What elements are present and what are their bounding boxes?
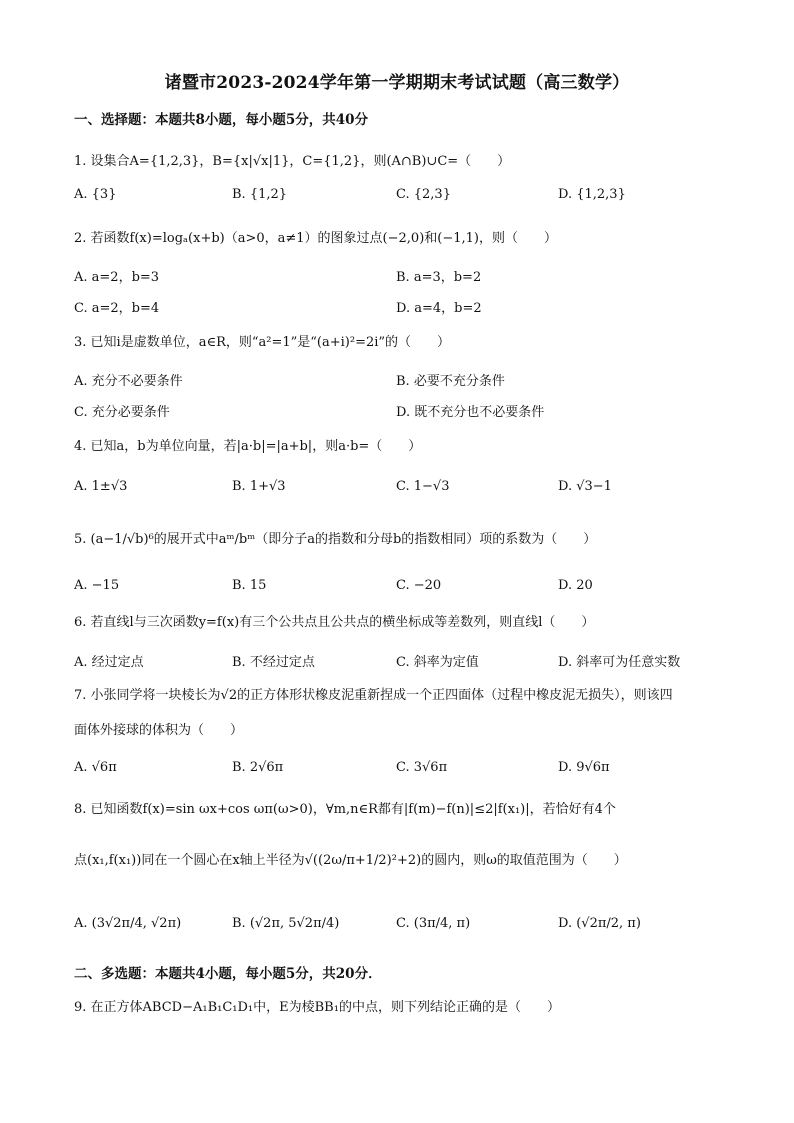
q7-option-c: C. 3√6π <box>396 760 448 775</box>
q3-option-b: B. 必要不充分条件 <box>396 374 505 389</box>
question-7-line-2: 面体外接球的体积为（ ） <box>74 723 244 738</box>
question-9: 9. 在正方体ABCD−A₁B₁C₁D₁中，E为棱BB₁的中点，则下列结论正确的是（ ） <box>74 1000 560 1015</box>
q5-option-b: B. 15 <box>232 578 267 593</box>
question-2: 2. 若函数f(x)=logₐ(x+b)（a>0，a≠1）的图象过点(−2,0)和(−1,1)，则（ ） <box>74 231 557 246</box>
q2-option-d: D. a=4，b=2 <box>396 301 482 316</box>
q3-option-d: D. 既不充分也不必要条件 <box>396 405 545 420</box>
q1-option-b: B. {1,2} <box>232 187 288 202</box>
question-1: 1. 设集合A={1,2,3}，B={x|√x|1}，C={1,2}，则(A∩B)∪C=（ ） <box>74 154 511 169</box>
q8-option-b: B. (√2π, 5√2π/4) <box>232 916 340 931</box>
q4-option-c: C. 1−√3 <box>396 479 450 494</box>
question-5: 5. (a−1/√b)⁶的展开式中aᵐ/bᵐ（即分子a的指数和分母b的指数相同）项的系数为（ ） <box>74 532 597 547</box>
q1-option-d: D. {1,2,3} <box>558 187 626 202</box>
question-8-line-1: 8. 已知函数f(x)=sin ωx+cos ωπ(ω>0)，∀m,n∈R都有|f(m)−f(n)|≤2|f(x₁)|，若恰好有4个 <box>74 802 616 817</box>
q7-option-d: D. 9√6π <box>558 760 610 775</box>
question-7-line-1: 7. 小张同学将一块棱长为√2的正方体形状橡皮泥重新捏成一个正四面体（过程中橡皮泥无损失），则该四 <box>74 688 673 703</box>
q1-option-a: A. {3} <box>74 187 117 202</box>
q6-option-c: C. 斜率为定值 <box>396 655 479 670</box>
question-6: 6. 若直线l与三次函数y=f(x)有三个公共点且公共点的横坐标成等差数列，则直线l（ ） <box>74 615 595 630</box>
section-heading-multi-choice: 二、多选题：本题共4小题，每小题5分，共20分． <box>74 966 382 982</box>
q5-option-c: C. −20 <box>396 578 442 593</box>
q2-option-c: C. a=2，b=4 <box>74 301 160 316</box>
q5-option-a: A. −15 <box>74 578 120 593</box>
q6-option-b: B. 不经过定点 <box>232 655 315 670</box>
q4-option-d: D. √3−1 <box>558 479 612 494</box>
q3-option-a: A. 充分不必要条件 <box>74 374 183 389</box>
q4-option-a: A. 1±√3 <box>74 479 128 494</box>
q4-option-b: B. 1+√3 <box>232 479 286 494</box>
q8-option-d: D. (√2π/2, π) <box>558 916 641 931</box>
q7-option-b: B. 2√6π <box>232 760 284 775</box>
q1-option-c: C. {2,3} <box>396 187 451 202</box>
page-title: 诸暨市2023-2024学年第一学期期末考试试题（高三数学） <box>164 73 630 93</box>
section-heading-single-choice: 一、选择题：本题共8小题，每小题5分，共40分 <box>74 112 369 128</box>
question-8-line-2: 点(x₁,f(x₁))同在一个圆心在x轴上半径为√((2ω/π+1/2)²+2)的圆内，则ω的取值范围为（ ） <box>74 853 627 868</box>
q2-option-a: A. a=2，b=3 <box>74 270 160 285</box>
q3-option-c: C. 充分必要条件 <box>74 405 170 420</box>
q5-option-d: D. 20 <box>558 578 593 593</box>
q6-option-d: D. 斜率可为任意实数 <box>558 655 681 670</box>
question-4: 4. 已知a，b为单位向量，若|a·b|=|a+b|，则a·b=（ ） <box>74 439 422 454</box>
q8-option-a: A. (3√2π/4, √2π) <box>74 916 182 931</box>
q8-option-c: C. (3π/4, π) <box>396 916 471 931</box>
question-3: 3. 已知i是虚数单位，a∈R，则“a²=1”是“(a+i)²=2i”的（ ） <box>74 335 451 350</box>
q6-option-a: A. 经过定点 <box>74 655 144 670</box>
q7-option-a: A. √6π <box>74 760 117 775</box>
q2-option-b: B. a=3，b=2 <box>396 270 482 285</box>
